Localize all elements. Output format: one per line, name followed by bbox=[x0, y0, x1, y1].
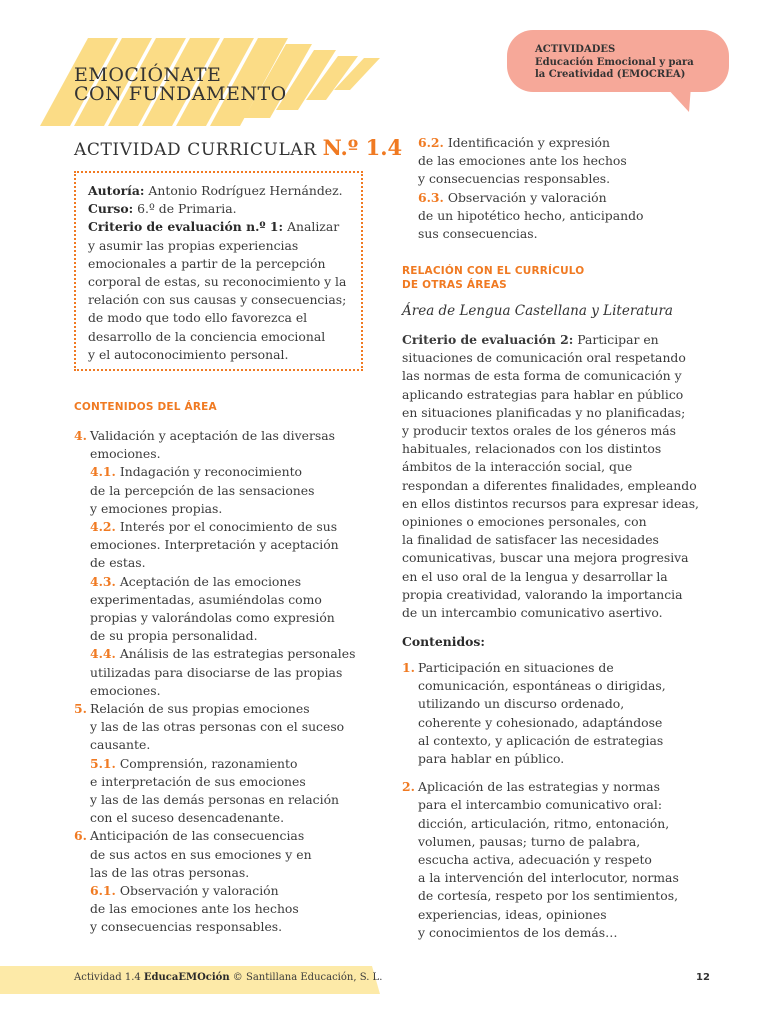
item-line: y emociones propias. bbox=[90, 500, 223, 516]
item-line: experimentadas, asumiéndolas como bbox=[90, 591, 322, 607]
page-number: 12 bbox=[696, 972, 710, 983]
course-label: Curso: bbox=[88, 201, 134, 217]
footer-suffix: © Santillana Educación, S. L. bbox=[229, 972, 383, 983]
item-line: emociones. Interpretación y aceptación bbox=[90, 537, 339, 553]
list-item bbox=[74, 827, 364, 882]
item-line: experiencias, ideas, opiniones bbox=[418, 906, 607, 922]
item-line: y las de las demás personas en relación bbox=[90, 792, 340, 808]
item-number: 4.3. bbox=[90, 573, 116, 589]
sub-list-item bbox=[74, 573, 364, 646]
footer-credit bbox=[74, 972, 382, 983]
item-line: utilizadas para disociarse de las propias bbox=[90, 664, 343, 680]
item-line: de las emociones ante los hechos bbox=[418, 153, 627, 169]
item-number: 5. bbox=[74, 701, 87, 717]
relation-criterion bbox=[402, 331, 702, 622]
relation-criterion-line: las normas de esta forma de comunicación y bbox=[402, 368, 682, 384]
area-subtitle: Área de Lengua Castellana y Literatura bbox=[402, 303, 673, 319]
item-line: dicción, articulación, ritmo, entonación, bbox=[418, 815, 670, 831]
item-number: 6. bbox=[74, 828, 87, 844]
item-line: Comprensión, razonamiento bbox=[119, 755, 298, 771]
item-number: 6.2. bbox=[418, 135, 444, 150]
author-label: Autoría: bbox=[88, 183, 145, 198]
item-number: 2. bbox=[402, 779, 415, 795]
item-line: emociones. bbox=[90, 446, 161, 462]
footer-prefix: Actividad 1.4 bbox=[74, 972, 144, 983]
relation-criterion-line: respondan a diferentes finalidades, empleando bbox=[402, 477, 697, 493]
criterion-line: relación con sus causas y consecuencias; bbox=[88, 292, 347, 308]
item-line: Interés por el conocimiento de sus bbox=[119, 519, 338, 535]
criterion-line: corporal de estas, su reconocimiento y la bbox=[88, 274, 347, 290]
author-line bbox=[88, 182, 361, 200]
item-line: utilizando un discurso ordenado, bbox=[418, 696, 625, 712]
author-value: Antonio Rodríguez Hernández. bbox=[148, 183, 343, 198]
footer-brand: EducaEMOción bbox=[143, 972, 230, 983]
bubble-line2: Educación Emocional y para bbox=[535, 56, 694, 68]
list-item bbox=[402, 659, 702, 768]
item-line: para el intercambio comunicativo oral: bbox=[418, 797, 662, 813]
list-item bbox=[74, 700, 364, 755]
item-number: 6.3. bbox=[418, 189, 444, 205]
page-title bbox=[74, 66, 287, 104]
relation-title-line2: DE OTRAS ÁREAS bbox=[402, 279, 507, 291]
sub-list-item bbox=[402, 134, 702, 189]
criterion-line: desarrollo de la conciencia emocional bbox=[88, 328, 326, 344]
item-line: de la percepción de las sensaciones bbox=[90, 482, 315, 498]
item-number: 4.4. bbox=[90, 646, 116, 662]
item-line: Aceptación de las emociones bbox=[119, 573, 302, 589]
item-number: 1. bbox=[402, 660, 415, 675]
item-line: al contexto, y aplicación de estrategias bbox=[418, 732, 664, 748]
relation-criterion-line: aplicando estrategias para hablar en público bbox=[402, 386, 684, 402]
sub-list-item bbox=[74, 518, 364, 573]
sub-list-item bbox=[74, 463, 364, 518]
item-number: 4.2. bbox=[90, 519, 116, 535]
criterion-line: y asumir las propias experiencias bbox=[88, 237, 299, 253]
relation-criterion-line: situaciones de comunicación oral respetando bbox=[402, 350, 686, 366]
activity-heading bbox=[74, 135, 402, 160]
item-line: Relación de sus propias emociones bbox=[90, 701, 310, 717]
item-line: Observación y valoración bbox=[447, 189, 607, 205]
item-line: y consecuencias responsables. bbox=[418, 171, 611, 187]
speech-bubble-tail bbox=[665, 86, 695, 112]
item-line: para hablar en público. bbox=[418, 751, 565, 767]
relation-title-line1: RELACIÓN CON EL CURRÍCULO bbox=[402, 265, 585, 277]
item-line: de las emociones ante los hechos bbox=[90, 901, 299, 917]
item-line: Validación y aceptación de las diversas bbox=[90, 428, 336, 443]
item-number: 4.1. bbox=[90, 464, 116, 480]
item-line: y consecuencias responsables. bbox=[90, 919, 283, 935]
page-title-line2: CON FUNDAMENTO bbox=[74, 83, 287, 105]
sub-list-item bbox=[402, 189, 702, 244]
relation-criterion-line: habituales, relacionados con los distintos bbox=[402, 441, 662, 457]
relation-criterion-line: ámbitos de la interacción social, que bbox=[402, 459, 633, 475]
item-line: escucha activa, adecuación y respeto bbox=[418, 852, 652, 868]
item-line: Observación y valoración bbox=[119, 883, 279, 899]
relation-criterion-label: Criterio de evaluación 2: bbox=[402, 332, 574, 347]
item-number: 4. bbox=[74, 428, 87, 443]
relation-contents-label: Contenidos: bbox=[402, 634, 485, 649]
item-line: y las de las otras personas con el suceso bbox=[90, 719, 345, 735]
item-line: coherente y cohesionado, adaptándose bbox=[418, 714, 663, 730]
activity-number: N.º 1.4 bbox=[322, 135, 403, 160]
item-number: 5.1. bbox=[90, 755, 116, 771]
item-line: a la intervención del interlocutor, normas bbox=[418, 870, 679, 886]
item-line: de sus actos en sus emociones y en bbox=[90, 846, 312, 862]
relation-criterion-lines bbox=[402, 349, 702, 622]
item-line: volumen, pausas; turno de palabra, bbox=[418, 833, 641, 849]
relation-title bbox=[402, 264, 584, 292]
relation-criterion-line: de un intercambio comunicativo asertivo. bbox=[402, 605, 663, 621]
relation-criterion-line: la finalidad de satisfacer las necesidades bbox=[402, 532, 659, 548]
item-line: con el suceso desencadenante. bbox=[90, 810, 285, 826]
item-line: de su propia personalidad. bbox=[90, 628, 258, 644]
contents-area-list-continued bbox=[402, 134, 702, 243]
item-line: Participación en situaciones de bbox=[418, 660, 614, 675]
criterion-line: emocionales a partir de la percepción bbox=[88, 255, 326, 271]
item-line: Identificación y expresión bbox=[447, 135, 610, 150]
course-value: 6.º de Primaria. bbox=[137, 201, 237, 217]
relation-criterion-line: comunicativas, buscar una mejora progresiva bbox=[402, 550, 689, 566]
relation-criterion-line: en situaciones planificadas y no planificadas; bbox=[402, 404, 686, 420]
sub-list-item bbox=[74, 882, 364, 937]
sub-list-item bbox=[74, 755, 364, 828]
item-line: de un hipotético hecho, anticipando bbox=[418, 207, 644, 223]
relation-criterion-line: y producir textos orales de los géneros más bbox=[402, 423, 677, 439]
criterion-label: Criterio de evaluación n.º 1: bbox=[88, 219, 284, 235]
activity-info-box bbox=[74, 171, 363, 371]
item-line: las de las otras personas. bbox=[90, 864, 250, 880]
contents-area-title: CONTENIDOS DEL ÁREA bbox=[74, 401, 217, 413]
course-line bbox=[88, 200, 361, 218]
item-number: 6.1. bbox=[90, 883, 116, 899]
item-line: de estas. bbox=[90, 555, 146, 571]
item-line: y conocimientos de los demás… bbox=[418, 924, 618, 940]
criterion-line: de modo que todo ello favorezca el bbox=[88, 310, 308, 326]
contents-area-list bbox=[74, 427, 364, 937]
list-item bbox=[74, 427, 364, 463]
item-line: emociones. bbox=[90, 682, 161, 698]
relation-criterion-line: en ellos distintos recursos para expresar ideas, bbox=[402, 495, 699, 511]
relation-criterion-line: propia creatividad, valorando la importancia bbox=[402, 586, 683, 602]
criterion-block bbox=[88, 218, 361, 364]
criterion-line: Analizar bbox=[287, 219, 340, 235]
item-line: comunicación, espontáneas o dirigidas, bbox=[418, 678, 666, 694]
list-item bbox=[402, 778, 702, 942]
page-title-line1: EMOCIÓNATE bbox=[74, 64, 222, 86]
sub-list-item bbox=[74, 645, 364, 700]
item-line: Aplicación de las estrategias y normas bbox=[418, 779, 660, 795]
item-line: e interpretación de sus emociones bbox=[90, 773, 306, 789]
relation-criterion-line: opiniones o emociones personales, con bbox=[402, 514, 647, 530]
bubble-text bbox=[535, 44, 715, 82]
bubble-line1: ACTIVIDADES bbox=[535, 44, 616, 55]
item-line: sus consecuencias. bbox=[418, 226, 538, 242]
item-line: de cortesía, respeto por los sentimientos, bbox=[418, 888, 679, 904]
item-line: Indagación y reconocimiento bbox=[119, 464, 303, 480]
criterion-line: y el autoconocimiento personal. bbox=[88, 346, 289, 362]
bubble-line3: la Creatividad (EMOCREA) bbox=[535, 69, 686, 80]
activity-label: ACTIVIDAD CURRICULAR bbox=[74, 140, 317, 160]
item-line: propias y valorándolas como expresión bbox=[90, 610, 335, 626]
item-line: Anticipación de las consecuencias bbox=[90, 828, 305, 844]
relation-criterion-line: Participar en bbox=[577, 332, 659, 347]
relation-contents-list bbox=[402, 659, 702, 942]
item-line: Análisis de las estrategias personales bbox=[119, 646, 356, 662]
item-line: causante. bbox=[90, 737, 151, 753]
relation-criterion-line: en el uso oral de la lengua y desarrollar la bbox=[402, 568, 668, 584]
